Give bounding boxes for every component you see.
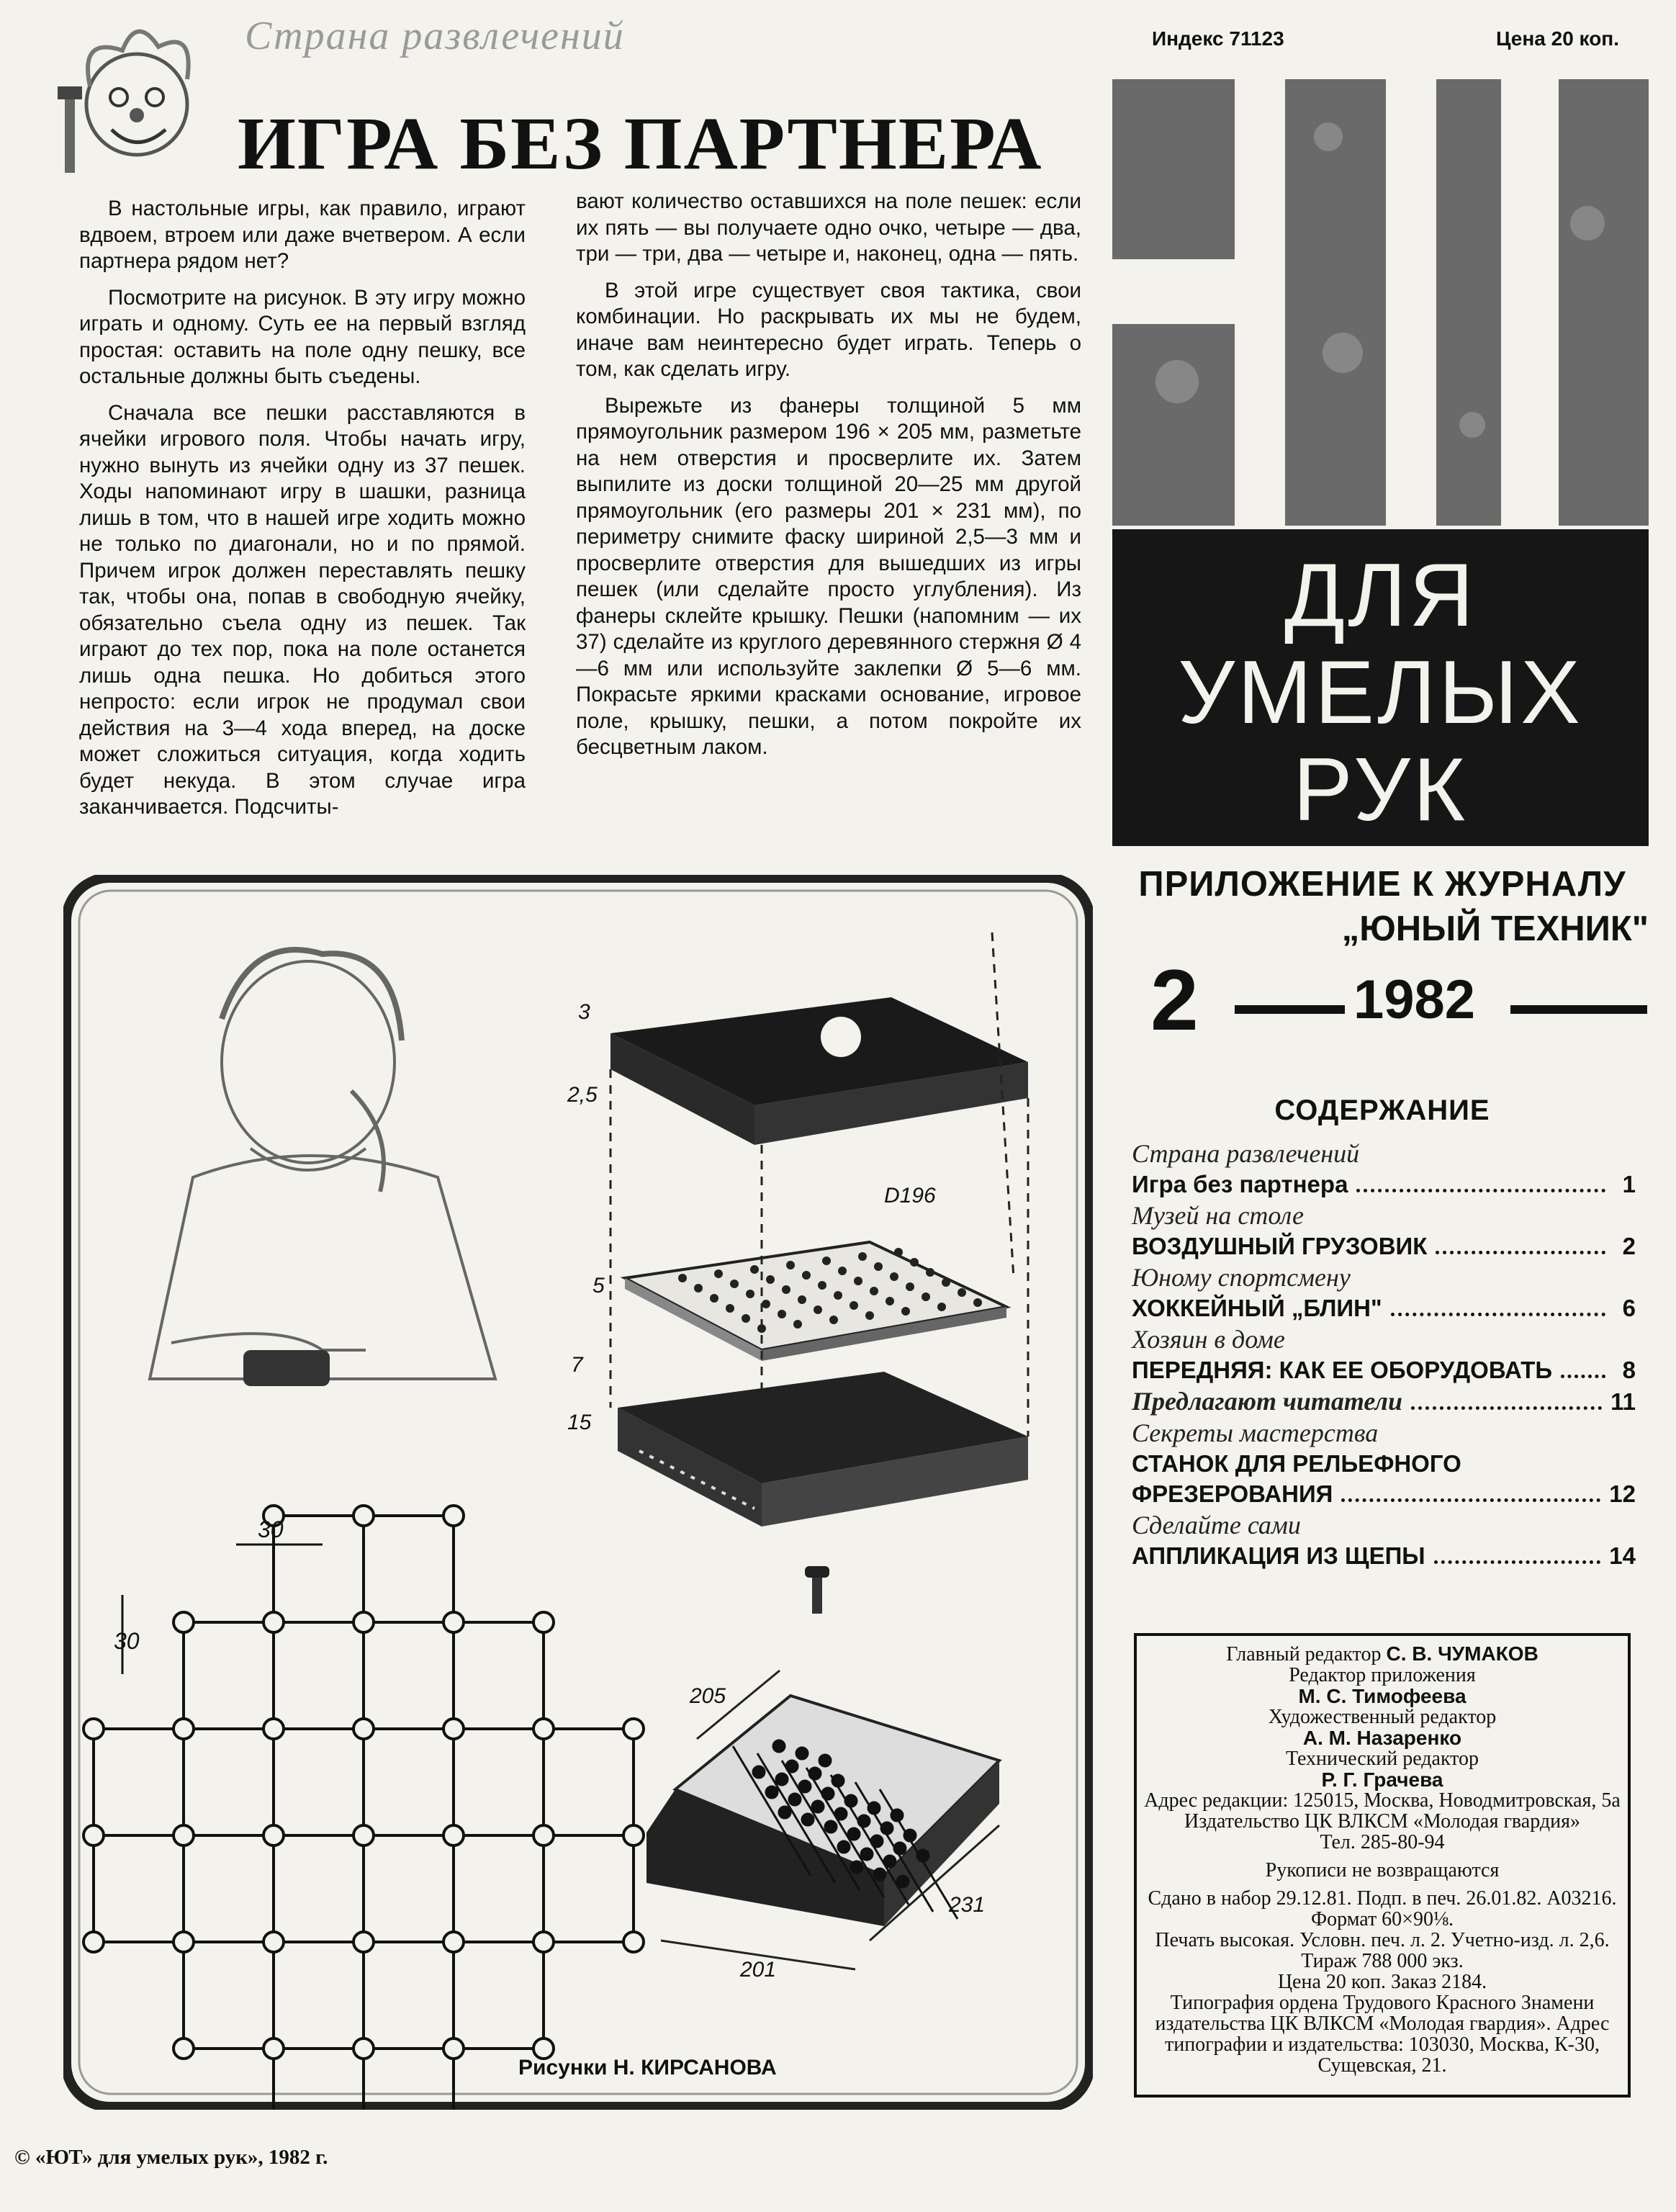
art-editor-name: А. М. Назаренко xyxy=(1302,1727,1462,1749)
board-hole xyxy=(822,1256,831,1265)
layout-hole xyxy=(263,2038,284,2059)
layout-hole xyxy=(263,1932,284,1952)
paragraph: В этой игре существует своя тактика, свои комбинации. Но раскрывать их мы не будем, иначе вам неинтересно будет играть. Теперь о том, как сделать игру. xyxy=(576,278,1081,381)
board-hole xyxy=(838,1267,847,1275)
peg xyxy=(766,1786,778,1798)
layout-hole xyxy=(263,1612,284,1632)
layout-hole xyxy=(533,1932,554,1952)
peg xyxy=(894,1843,906,1854)
board-hole xyxy=(814,1305,822,1314)
board-hole xyxy=(942,1278,950,1287)
layout-hole xyxy=(174,1825,194,1845)
toc-title: ПЕРЕДНЯЯ: КАК ЕЕ ОБОРУДОВАТЬ xyxy=(1132,1357,1553,1383)
toc-entry xyxy=(1132,1385,1636,1417)
layout-hole xyxy=(174,1719,194,1739)
board-hole xyxy=(782,1285,790,1294)
print-details: Печать высокая. Условн. печ. л. 2. Учетно-изд. л. 2,6. Тираж 788 000 экз. xyxy=(1155,1929,1610,1972)
dim-board-thickness: 5 xyxy=(593,1274,605,1298)
layout-hole xyxy=(84,1932,104,1952)
issue-rule-1 xyxy=(1235,1005,1345,1014)
supplement-line-1: ПРИЛОЖЕНИЕ К ЖУРНАЛУ xyxy=(1138,865,1626,904)
paragraph: В настольные игры, как правило, играют вдвоем, втроем или даже вчетвером. А если партнера рядом нет? xyxy=(79,197,526,273)
peg xyxy=(881,1822,893,1834)
peg xyxy=(789,1794,801,1805)
block-line-3: РУК xyxy=(1293,740,1468,840)
toc-rubric: Секреты мастерства xyxy=(1132,1419,1379,1447)
editor-label: Редактор приложения xyxy=(1289,1664,1476,1686)
layout-hole xyxy=(623,1719,644,1739)
toc-entry xyxy=(1132,1541,1636,1571)
layout-hole xyxy=(533,1612,554,1632)
dim-base-width: 201 xyxy=(740,1958,777,1982)
layout-hole xyxy=(84,1825,104,1845)
toc-rubric: Юному спортсмену xyxy=(1132,1263,1351,1292)
board-hole xyxy=(886,1297,894,1305)
toc-rubric: Сделайте сами xyxy=(1132,1511,1301,1539)
dim-grid-step-x: 30 xyxy=(258,1516,284,1542)
section-rubric: Страна развлечений xyxy=(245,14,625,58)
block-line-2: УМЕЛЫХ xyxy=(1178,643,1583,742)
peg xyxy=(802,1814,814,1825)
toc-title: СТАНОК ДЛЯ РЕЛЬЕФНОГО xyxy=(1132,1450,1461,1477)
peg-drawing xyxy=(805,1566,829,1614)
layout-hole xyxy=(353,1719,374,1739)
toc-page: 8 xyxy=(1622,1357,1636,1383)
assembled-box-drawing xyxy=(646,1671,999,1969)
printer-details: Типография ордена Трудового Красного Знамени издательства ЦК ВЛКСМ «Молодая гвардия». Адрес типографии и издательства: 103030, Москва, К-30, Сущевская, 21. xyxy=(1155,1992,1610,2077)
board-hole xyxy=(973,1298,982,1307)
layout-hole xyxy=(443,1719,464,1739)
peg xyxy=(861,1848,873,1860)
board-hole xyxy=(858,1252,867,1261)
board-hole xyxy=(937,1303,946,1311)
index-label: Индекс 71123 xyxy=(1152,27,1284,50)
toc-entry xyxy=(1132,1293,1636,1323)
paragraph: вают количество оставшихся на поле пешек: если их пять — вы получаете одно очко, четыре — два, три — три, два — четыре и, наконец, одна — пять. xyxy=(576,189,1081,266)
toc-page: 1 xyxy=(1622,1171,1636,1197)
board-hole xyxy=(786,1261,795,1269)
board-hole xyxy=(901,1307,910,1316)
layout-hole xyxy=(443,2038,464,2059)
board-hole xyxy=(710,1294,718,1303)
toc-page: 14 xyxy=(1609,1542,1636,1569)
table-of-contents xyxy=(1132,1138,1636,1571)
board-hole xyxy=(890,1272,898,1281)
supplement-line-2: „ЮНЫЙ ТЕХНИК" xyxy=(1341,909,1649,948)
board-hole xyxy=(894,1248,903,1256)
tech-editor-name: Р. Г. Грачева xyxy=(1321,1768,1443,1791)
paragraph: Вырежьте из фанеры толщиной 5 мм прямоугольник размером 196 × 205 мм, разметьте на нем отверстия и просверлите их. Затем выпилите из доски толщиной 20—25 мм другой прямоугольник (его размеры 201 × 231 мм), по периметру снимите фаску шириной 2,5—3 мм и просверлите отверстия для вышедших из игры пешек (или сделайте просто углубления). Из фанеры склейте крышку. Пешки (напомним — их 37) сделайте из круглого деревянного стержня Ø 4—6 мм или используйте заклепки Ø 5—6 мм. Покрасьте яркими красками основание, игровое поле, крышку, пешки, а потом покройте их бесцветным лаком. xyxy=(576,393,1081,759)
peg xyxy=(904,1830,916,1841)
game-illustration xyxy=(63,875,1093,2110)
article-title: ИГРА БЕЗ ПАРТНЕРА xyxy=(238,102,1043,185)
peg xyxy=(776,1773,788,1785)
layout-hole xyxy=(443,1825,464,1845)
peg xyxy=(832,1775,844,1786)
price-label: Цена 20 коп. xyxy=(1496,27,1619,50)
art-editor-label: Художественный редактор xyxy=(1268,1706,1497,1728)
board-hole xyxy=(694,1284,703,1292)
boy-figure xyxy=(150,950,495,1379)
board-hole xyxy=(798,1295,806,1304)
peg xyxy=(891,1809,903,1821)
lid-drawing xyxy=(611,997,1028,1145)
board-hole xyxy=(850,1301,858,1310)
toc-page: 11 xyxy=(1610,1388,1636,1415)
issue-year: 1982 xyxy=(1353,969,1476,1030)
peg xyxy=(851,1861,862,1873)
board-hole xyxy=(793,1320,802,1328)
layout-hole xyxy=(353,1932,374,1952)
article-column-1 xyxy=(79,196,526,831)
peg xyxy=(825,1821,837,1833)
peg xyxy=(753,1766,765,1778)
board-hole xyxy=(926,1268,934,1277)
board-hole xyxy=(818,1281,826,1290)
imprint-box xyxy=(1134,1633,1631,2098)
peg xyxy=(799,1781,811,1792)
layout-hole xyxy=(174,2038,194,2059)
print-details: Цена 20 коп. Заказ 2184. xyxy=(1277,1971,1487,1993)
toc-title: ХОККЕЙНЫЙ „БЛИН" xyxy=(1132,1295,1382,1321)
layout-hole xyxy=(263,1719,284,1739)
layout-hole xyxy=(353,1506,374,1526)
publisher: Издательство ЦК ВЛКСМ «Молодая гвардия» xyxy=(1184,1810,1580,1833)
peg xyxy=(897,1876,909,1887)
board-hole xyxy=(802,1271,811,1280)
board-hole xyxy=(922,1292,930,1301)
toc-title: ВОЗДУШНЫЙ ГРУЗОВИК xyxy=(1132,1233,1428,1259)
toc-rubric: Музей на столе xyxy=(1132,1201,1305,1230)
peg xyxy=(871,1835,883,1847)
dim-base-length: 231 xyxy=(949,1893,986,1917)
toc-rubric: Хозяин в доме xyxy=(1132,1325,1285,1354)
board-hole xyxy=(746,1290,754,1298)
board-drawing xyxy=(625,1242,1006,1361)
layout-hole xyxy=(533,1719,554,1739)
peg xyxy=(917,1850,929,1861)
layout-hole xyxy=(623,1932,644,1952)
dim-chamfer: 2,5 xyxy=(567,1083,598,1107)
toc-page: 6 xyxy=(1622,1295,1636,1321)
toc-heading: СОДЕРЖАНИЕ xyxy=(1274,1094,1490,1126)
board-hole xyxy=(829,1316,838,1324)
illustration-caption: Рисунки Н. КИРСАНОВА xyxy=(518,2056,777,2080)
yut-logo xyxy=(1112,79,1649,526)
peg xyxy=(779,1807,790,1818)
peg xyxy=(773,1740,785,1752)
toc-rubric: Предлагают читатели xyxy=(1132,1387,1403,1416)
peg xyxy=(809,1768,821,1779)
peg xyxy=(868,1802,880,1814)
board-hole xyxy=(750,1265,759,1274)
block-line-1: ДЛЯ xyxy=(1284,546,1477,645)
layout-hole xyxy=(174,1612,194,1632)
board-hole xyxy=(865,1311,874,1320)
board-hole xyxy=(834,1291,842,1300)
toc-title: ФРЕЗЕРОВАНИЯ xyxy=(1132,1480,1333,1507)
layout-hole xyxy=(353,2038,374,2059)
toc-page: 12 xyxy=(1609,1480,1636,1507)
board-layout-grid xyxy=(84,1506,644,2110)
board-hole xyxy=(910,1258,919,1267)
peg xyxy=(819,1755,831,1766)
manuscripts-note: Рукописи не возвращаются xyxy=(1265,1859,1500,1881)
print-details: Сдано в набор 29.12.81. Подп. в печ. 26.01.82. А03216. Формат 60×90⅛. xyxy=(1148,1887,1617,1930)
layout-hole xyxy=(443,1612,464,1632)
phone: Тел. 285-80-94 xyxy=(1320,1831,1445,1853)
copyright-footer: © «ЮТ» для умелых рук», 1982 г. xyxy=(14,2146,328,2169)
layout-hole xyxy=(263,1825,284,1845)
layout-hole xyxy=(353,1612,374,1632)
paragraph: Сначала все пешки расставляются в ячейки игрового поля. Чтобы начать игру, нужно вынуть из ячейки одну из 37 пешек. Ходы напоминают игру в шашки, разница лишь в том, что в нашей игре ходить можно не только по диагонали, но и по прямой. Причем игрок должен переставлять пешку так, чтобы она, попав в свободную ячейку, обязательно съела одну из пешек. Так играют до тех пор, пока на поле останется лишь одна пешка. Но добиться этого непросто: если игрок не продумал свои действия на 3—4 хода вперед, на доске может сложиться ситуация, когда ходить будет некуда. В этом случае игра заканчивается. Подсчиты- xyxy=(79,400,526,819)
board-hole xyxy=(906,1282,914,1291)
peg xyxy=(822,1788,834,1799)
toc-entry xyxy=(1132,1479,1636,1509)
board-hole xyxy=(854,1277,862,1285)
dim-base-gap: 7 xyxy=(571,1353,583,1377)
toc-title: АППЛИКАЦИЯ ИЗ ЩЕПЫ xyxy=(1132,1542,1425,1569)
board-hole xyxy=(874,1262,883,1271)
article-column-2 xyxy=(576,189,1081,771)
dim-lid-thickness: 3 xyxy=(578,1000,590,1024)
toc-rubric: Страна развлечений xyxy=(1132,1139,1360,1168)
issue-rule-2 xyxy=(1510,1005,1647,1014)
layout-hole xyxy=(353,1825,374,1845)
board-hole xyxy=(778,1310,786,1318)
base-drawing xyxy=(618,1372,1028,1527)
clown-mascot-illustration xyxy=(50,7,238,187)
tech-editor-label: Технический редактор xyxy=(1285,1748,1479,1770)
toc-entry xyxy=(1132,1449,1636,1479)
editor-name: М. С. Тимофеева xyxy=(1298,1685,1466,1707)
board-hole xyxy=(958,1288,966,1297)
dim-grid-step-y: 30 xyxy=(114,1628,140,1654)
layout-hole xyxy=(84,1719,104,1739)
board-hole xyxy=(870,1287,878,1295)
peg xyxy=(796,1748,808,1759)
layout-hole xyxy=(443,1506,464,1526)
peg xyxy=(845,1795,857,1807)
peg xyxy=(848,1828,860,1840)
layout-hole xyxy=(174,1932,194,1952)
peg xyxy=(874,1869,886,1880)
layout-hole xyxy=(623,1825,644,1845)
toc-entry xyxy=(1132,1355,1636,1385)
board-hole xyxy=(714,1269,723,1278)
board-hole xyxy=(742,1314,750,1323)
peg xyxy=(786,1761,798,1772)
toc-title: Игра без партнера xyxy=(1132,1171,1348,1197)
board-hole xyxy=(726,1304,734,1313)
board-hole xyxy=(678,1274,687,1282)
dim-board-length: 205 xyxy=(690,1684,726,1708)
toc-page: 2 xyxy=(1622,1233,1636,1259)
editorial-address: Адрес редакции: 125015, Москва, Новодмитровская, 5а xyxy=(1144,1789,1621,1812)
issue-number: 2 xyxy=(1150,952,1199,1048)
dim-base-height: 15 xyxy=(567,1411,592,1434)
peg xyxy=(858,1815,870,1827)
board-hole xyxy=(766,1275,775,1284)
peg xyxy=(835,1808,847,1820)
toc-entry xyxy=(1132,1231,1636,1262)
board-hole xyxy=(762,1300,770,1308)
chief-editor: Главный редактор С. В. ЧУМАКОВ xyxy=(1226,1642,1538,1665)
dim-board-width: D196 xyxy=(884,1184,936,1208)
peg xyxy=(884,1856,896,1867)
peg xyxy=(838,1841,850,1853)
game-box-small xyxy=(243,1350,330,1386)
board-hole xyxy=(730,1280,739,1288)
paragraph: Посмотрите на рисунок. В эту игру можно играть и одному. Суть ее на первый взгляд простая: оставить на поле одну пешку, все остальные должны быть съедены. xyxy=(79,285,526,388)
peg xyxy=(812,1801,824,1812)
toc-entry xyxy=(1132,1169,1636,1200)
title-block xyxy=(1112,529,1649,846)
layout-hole xyxy=(443,1932,464,1952)
layout-hole xyxy=(533,1825,554,1845)
